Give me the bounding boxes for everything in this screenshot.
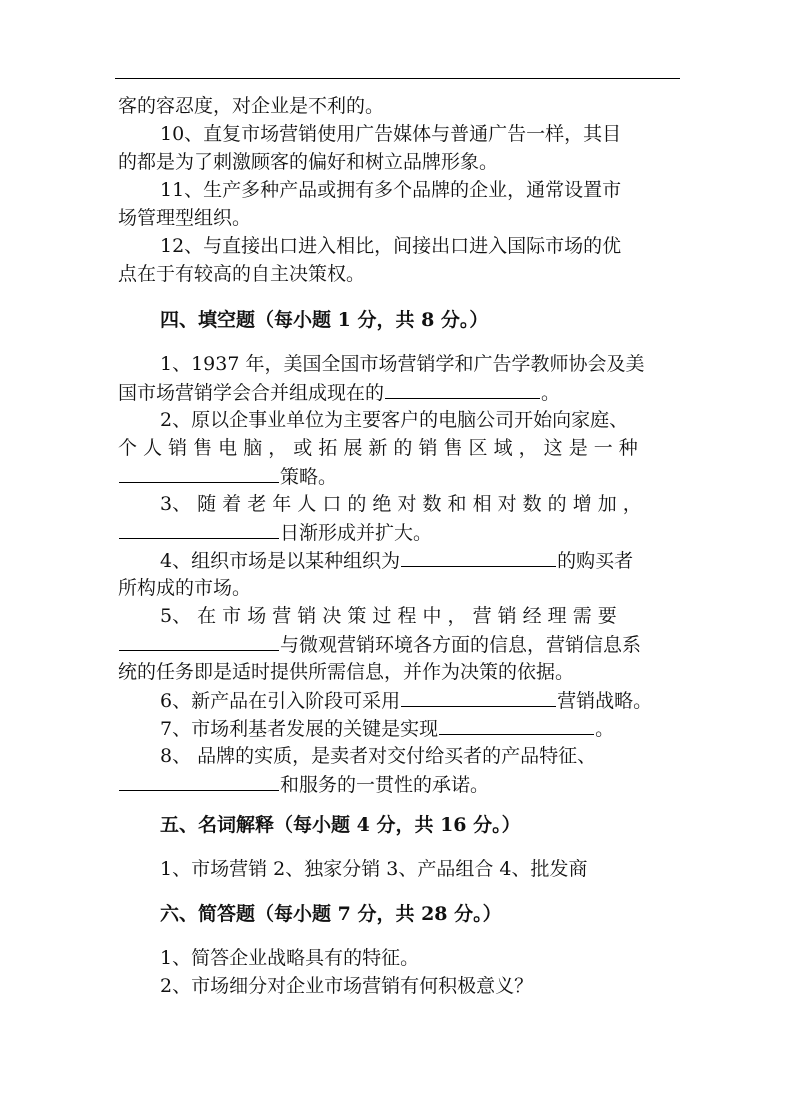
term-items: 1、市场营销 2、独家分销 3、产品组合 4、批发商	[160, 858, 588, 880]
fill-q2-line3	[118, 462, 680, 491]
fill-q5-end: 与微观营销环境各方面的信息，营销信息系	[280, 634, 642, 656]
fill-blank-5	[119, 630, 279, 651]
short-answer-q1: 1、简答企业战略具有的特征。	[160, 947, 420, 969]
fill-q8-end: 和服务的一贯性的承诺。	[280, 774, 490, 796]
fill-q5-line3: 统的任务即是适时提供所需信息，并作为决策的依据。	[118, 661, 575, 683]
fill-q4-end: 的购买者	[557, 550, 634, 572]
fill-q5-line2	[118, 630, 680, 659]
judgment-q11-line2: 场管理型组织。	[118, 207, 252, 229]
fill-blank-4	[401, 546, 556, 567]
fill-q7-end: 。	[595, 718, 615, 740]
fill-q8-line1: 8、 品牌的实质，是卖者对交付给买者的产品特征、	[160, 745, 597, 767]
fill-q4-line2: 所构成的市场。	[118, 577, 252, 599]
fill-blank-2	[119, 462, 279, 483]
judgment-q10-line2: 的都是为了刺激顾客的偏好和树立品牌形象。	[118, 151, 499, 173]
fill-q2-line1: 2、原以企事业单位为主要客户的电脑公司开始向家庭、	[160, 409, 629, 431]
fill-blank-8	[119, 770, 279, 791]
fill-blank-7	[439, 714, 594, 735]
judgment-q12-line1: 12、与直接出口进入相比，间接出口进入国际市场的优	[160, 235, 622, 257]
section5-heading: 五、名词解释（每小题 4 分，共 16 分。）	[160, 814, 521, 836]
fill-blank-3	[119, 518, 279, 539]
fill-q1-text: 国市场营销学会合并组成现在的	[118, 382, 385, 404]
fill-q6-line	[160, 686, 680, 715]
fill-q2-end: 策略。	[280, 466, 338, 488]
judgment-q12-line2: 点在于有较高的自主决策权。	[118, 263, 366, 285]
fill-q1-end: 。	[541, 382, 561, 404]
short-answer-q2: 2、市场细分对企业市场营销有何积极意义？	[160, 975, 534, 997]
fill-q7-text: 7、市场利基者发展的关键是实现	[160, 718, 439, 740]
fill-q4-text: 4、组织市场是以某种组织为	[160, 550, 401, 572]
fill-q8-line2	[118, 770, 680, 799]
fill-blank-6	[401, 686, 556, 707]
fill-q1-line1: 1、1937 年，美国全国市场营销学和广告学教师协会及美	[160, 353, 645, 375]
fill-q5-line1: 5、 在 市 场 营 销 决 策 过 程 中 ， 营 销 经 理 需 要	[160, 605, 617, 627]
section4-heading: 四、填空题（每小题 1 分，共 8 分。）	[160, 309, 489, 331]
fill-q4-line1	[160, 546, 680, 575]
fill-q7-line	[160, 714, 680, 743]
fill-q6-text: 6、新产品在引入阶段可采用	[160, 690, 401, 712]
fill-q3-line2	[118, 518, 680, 547]
fill-q6-end: 营销战略。	[557, 690, 653, 712]
fill-q3-end: 日渐形成并扩大。	[280, 522, 433, 544]
fill-blank-1	[385, 378, 540, 399]
section6-heading: 六、简答题（每小题 7 分，共 28 分。）	[160, 903, 502, 925]
judgment-q11-line1: 11、生产多种产品或拥有多个品牌的企业，通常设置市	[160, 179, 622, 201]
judgment-q10-line1: 10、直复市场营销使用广告媒体与普通广告一样，其目	[160, 123, 622, 145]
judgment-line-tail: 客的容忍度，对企业是不利的。	[118, 95, 385, 117]
fill-q2-line2: 个 人 销 售 电 脑 ， 或 拓 展 新 的 销 售 区 域 ， 这 是 一 种	[118, 437, 638, 459]
fill-q1-line2	[118, 378, 680, 407]
fill-q3-line1: 3、 随 着 老 年 人 口 的 绝 对 数 和 相 对 数 的 增 加 ，	[160, 493, 642, 515]
header-rule	[115, 78, 680, 79]
